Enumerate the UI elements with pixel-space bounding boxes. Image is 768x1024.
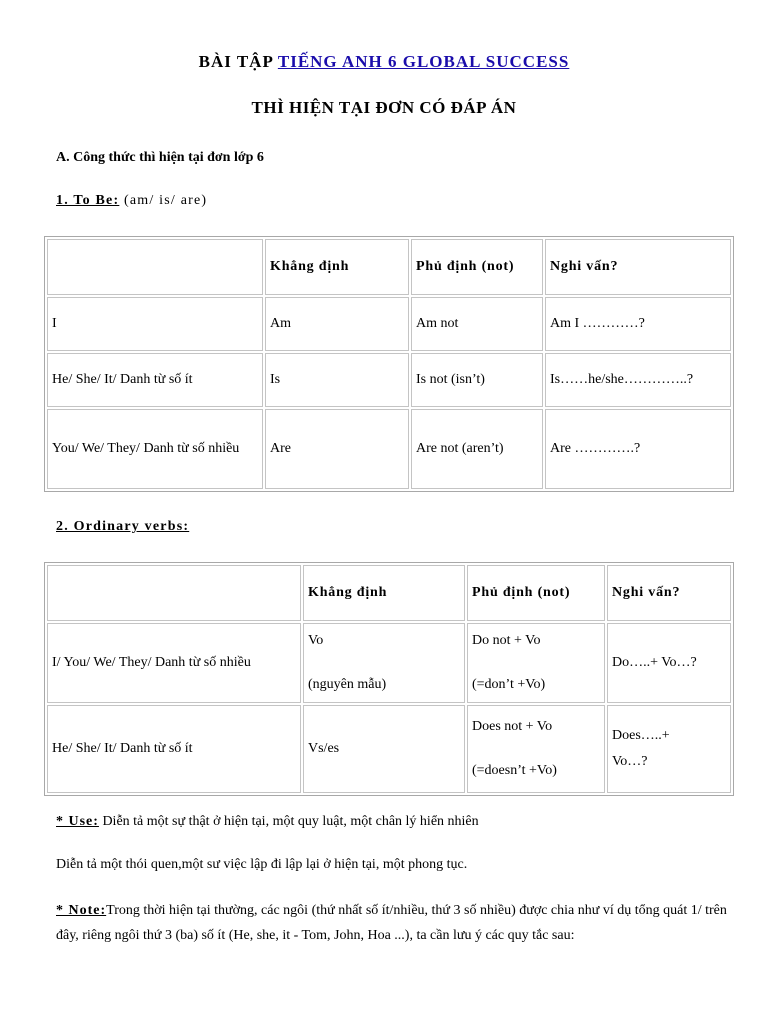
cell-line: (nguyên mẫu) [308, 677, 387, 692]
table-cell: Am [265, 297, 409, 351]
table-row [47, 239, 731, 295]
table-cell: He/ She/ It/ Danh từ số ít [47, 353, 263, 407]
table-header: Nghi vấn? [607, 565, 731, 621]
table-header: Khẳng định [265, 239, 409, 295]
ordinary-verbs-table [44, 562, 734, 796]
section-2-heading [56, 519, 189, 535]
habit-paragraph: Diễn tả một thói quen,một sư việc lập đi lập lại ở hiện tại, một phong tục. [56, 857, 468, 872]
table-cell: Are ………….? [545, 409, 731, 489]
table-header: Phủ định (not) [411, 239, 543, 295]
table-row [47, 565, 731, 621]
table-cell [303, 623, 465, 703]
table-cell: You/ We/ They/ Danh từ số nhiều [47, 409, 263, 489]
table-cell: Are not (aren’t) [411, 409, 543, 489]
table-cell: Are [265, 409, 409, 489]
table-cell [467, 623, 605, 703]
section-2-label: 2. Ordinary verbs: [56, 519, 190, 534]
table-cell: Do…..+ Vo…? [607, 623, 731, 703]
note-paragraph [56, 898, 740, 948]
table-row [47, 705, 731, 793]
table-cell: I/ You/ We/ They/ Danh từ số nhiều [47, 623, 301, 703]
table-header: Phủ định (not) [467, 565, 605, 621]
table-cell: Is not (isn’t) [411, 353, 543, 407]
table-row [47, 297, 731, 351]
use-label: * Use: [56, 814, 99, 829]
page-subtitle: THÌ HIỆN TẠI ĐƠN CÓ ĐÁP ÁN [251, 98, 517, 117]
use-text: Diễn tả một sự thật ở hiện tại, một quy luật, một chân lý hiển nhiên [98, 814, 479, 829]
table-cell: He/ She/ It/ Danh từ số ít [47, 705, 301, 793]
table-header: Khẳng định [303, 565, 465, 621]
section-1-rest: (am/ is/ are) [119, 193, 208, 208]
table-cell [467, 705, 605, 793]
cell-line: Does…..+ [612, 728, 670, 743]
table-row [47, 409, 731, 489]
table-cell: Vs/es [303, 705, 465, 793]
table-cell: I [47, 297, 263, 351]
table-cell [47, 239, 263, 295]
table-cell: Am not [411, 297, 543, 351]
cell-line: (=don’t +Vo) [472, 677, 546, 692]
section-a-heading: A. Công thức thì hiện tại đơn lớp 6 [56, 150, 264, 165]
title-prefix: BÀI TẬP [198, 52, 278, 71]
table-cell: Is……he/she…………..? [545, 353, 731, 407]
table-cell [607, 705, 731, 793]
cell-line: Vo…? [612, 754, 648, 769]
title-link[interactable]: TIẾNG ANH 6 GLOBAL SUCCESS [277, 52, 570, 71]
cell-line: Do not + Vo [472, 633, 541, 648]
table-cell: Am I …………? [545, 297, 731, 351]
use-paragraph [56, 811, 736, 833]
table-row [47, 623, 731, 703]
cell-line: Does not + Vo [472, 719, 553, 734]
section-1-label: 1. To Be: [56, 193, 120, 208]
section-1-heading [56, 193, 207, 209]
note-text: Trong thời hiện tại thường, các ngôi (thứ nhất số ít/nhiều, thứ 3 số nhiều) được chia như ví dụ tổng quát 1/ trên đây, riêng ngôi thứ 3 (ba) số ít (He, she, it - Tom, John, Hoa ...), ta cần lưu ý các quy tắc sau: [56, 903, 727, 943]
table-cell [47, 565, 301, 621]
to-be-table [44, 236, 734, 492]
note-label: * Note: [56, 903, 107, 918]
table-cell: Is [265, 353, 409, 407]
cell-line: (=doesn’t +Vo) [472, 763, 557, 778]
cell-line: Vo [308, 633, 324, 648]
table-header: Nghi vấn? [545, 239, 731, 295]
page-title [0, 52, 768, 72]
table-row [47, 353, 731, 407]
